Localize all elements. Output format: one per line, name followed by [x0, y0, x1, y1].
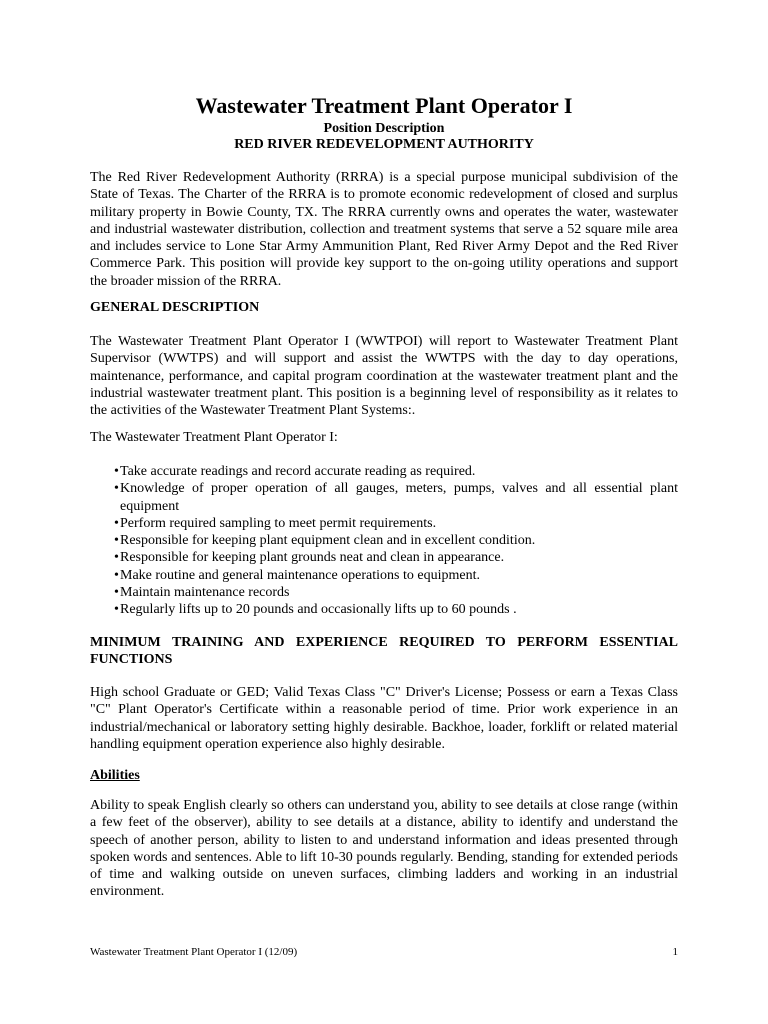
list-item: [90, 584, 678, 601]
list-item: [90, 480, 678, 515]
document-subtitle: Position Description: [323, 121, 445, 136]
list-item: [90, 567, 678, 584]
abilities-paragraph: Ability to speak English clearly so others can understand you, ability to see details at close range (within a few feet of the observer), ability to see details at a distance, ability to identify and understand the speech of another person, ability to listen to and understand information and ideas presented through spoken words and sentences. Able to lift 10-30 pounds regularly. Bending, standing for extended periods of time and walking outside on uneven surfaces, climbing ladders and working in an industrial environment.: [90, 798, 678, 900]
duty-text: Responsible for keeping plant equipment clean and in excellent condition.: [120, 533, 536, 549]
list-item: [90, 515, 678, 532]
list-item: [90, 463, 678, 480]
document-page: [90, 0, 678, 1024]
bullet-icon: •: [114, 567, 119, 583]
bullet-icon: •: [114, 481, 119, 497]
bullet-icon: •: [114, 602, 119, 618]
abilities-heading: Abilities: [90, 768, 140, 783]
organization-name: RED RIVER REDEVELOPMENT AUTHORITY: [234, 137, 534, 152]
training-heading: MINIMUM TRAINING AND EXPERIENCE REQUIRED TO PERFORM ESSENTIAL FUNCTIONS: [90, 635, 678, 668]
list-item: [90, 601, 678, 618]
duty-text: Responsible for keeping plant grounds neat and clean in appearance.: [120, 550, 505, 566]
duty-text: Perform required sampling to meet permit requirements.: [120, 515, 437, 531]
bullet-icon: •: [114, 464, 119, 479]
list-item: [90, 549, 678, 566]
duty-text: Knowledge of proper operation of all gauges, meters, pumps, valves and all essential plant equipment: [120, 481, 678, 514]
bullet-icon: •: [114, 533, 119, 549]
duty-text: Maintain maintenance records: [120, 585, 290, 601]
general-description-heading: GENERAL DESCRIPTION: [90, 300, 260, 315]
general-description-paragraph: The Wastewater Treatment Plant Operator I (WWTPOI) will report to Wastewater Treatment Plant Supervisor (WWTPS) and will support and assist the WWTPS with the day to day operations, maintenance, performance, and capital program coordination at the wastewater treatment plant and the industrial wastewater treatment plant. This position is a beginning level of responsibility as it relates to the activities of the Wastewater Treatment Plant Systems:.: [90, 334, 678, 419]
duty-text: Take accurate readings and record accurate reading as required.: [120, 464, 476, 479]
bullet-icon: •: [114, 585, 119, 601]
page-number: 1: [672, 946, 678, 958]
training-paragraph: High school Graduate or GED; Valid Texas Class "C" Driver's License; Possess or earn a Texas Class "C" Plant Operator's Certificate within a reasonable period of time. Prior work experience in an industrial/mechanical or laboratory setting highly desirable. Backhoe, loader, forklift or related material handling equipment operation experience also highly desirable.: [90, 685, 678, 752]
bullet-icon: •: [114, 550, 119, 566]
bullet-icon: •: [114, 515, 119, 531]
duties-list: [90, 463, 678, 619]
page-footer-label: Wastewater Treatment Plant Operator I (12/09): [90, 946, 298, 958]
list-item: [90, 532, 678, 549]
duty-text: Regularly lifts up to 20 pounds and occasionally lifts up to 60 pounds .: [120, 602, 517, 618]
duty-text: Make routine and general maintenance operations to equipment.: [120, 567, 480, 583]
intro-paragraph: The Red River Redevelopment Authority (RRRA) is a special purpose municipal subdivision of the State of Texas. The Charter of the RRRA is to promote economic redevelopment of closed and surplus military property in Bowie County, TX. The RRRA currently owns and operates the water, wastewater and industrial wastewater distribution, collection and treatment systems that serve a 52 square mile area and includes service to Lone Star Army Ammunition Plant, Red River Army Depot and the Red River Commerce Park. This position will provide key support to the on-going utility operations and support the broader mission of the RRRA.: [90, 170, 678, 289]
document-title: Wastewater Treatment Plant Operator I: [195, 93, 573, 118]
duties-intro: The Wastewater Treatment Plant Operator I:: [90, 430, 338, 445]
